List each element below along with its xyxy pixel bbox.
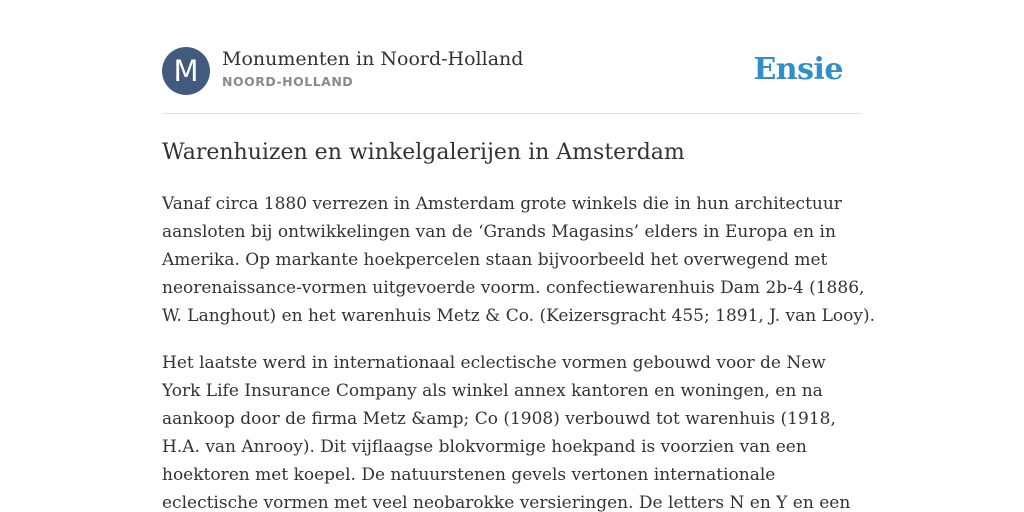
- paragraph-line: eclectische vormen met veel neobarokke versieringen. De letters N en Y en een: [162, 493, 851, 512]
- paragraph-line: aansloten bij ontwikkelingen van de ‘Grands Magasins’ elders in Europa en in: [162, 222, 836, 242]
- paragraph-line: hoektoren met koepel. De natuurstenen gevels vertonen internationale: [162, 465, 776, 485]
- paragraph-line: Amerika. Op markante hoekpercelen staan bijvoorbeeld het overwegend met: [162, 250, 828, 270]
- article-title: Warenhuizen en winkelgalerijen in Amsterdam: [162, 140, 685, 165]
- paragraph-line: York Life Insurance Company als winkel annex kantoren en woningen, en na: [162, 381, 823, 401]
- paragraph-line: Het laatste werd in internationaal eclectische vormen gebouwd voor de New: [162, 353, 826, 373]
- paragraph-line: H.A. van Anrooy). Dit vijflaagse blokvormige hoekpand is voorzien van een: [162, 437, 807, 457]
- header-divider: [162, 113, 862, 114]
- article-paragraph: [162, 190, 875, 330]
- paragraph-line: aankoop door de firma Metz &amp; Co (1908) verbouwd tot warenhuis (1918,: [162, 409, 836, 429]
- article-paragraph: [162, 349, 872, 512]
- collection-header: [162, 47, 862, 95]
- collection-title[interactable]: Monumenten in Noord-Holland: [222, 48, 524, 70]
- collection-avatar[interactable]: M: [162, 47, 210, 95]
- brand-logo[interactable]: Ensie: [753, 52, 843, 87]
- paragraph-line: neorenaissance-vormen uitgevoerde voorm. confectiewarenhuis Dam 2b-4 (1886,: [162, 278, 865, 298]
- article-body: [162, 190, 875, 512]
- collection-subtitle[interactable]: NOORD-HOLLAND: [222, 74, 354, 89]
- paragraph-line: W. Langhout) en het warenhuis Metz & Co. (Keizersgracht 455; 1891, J. van Looy).: [162, 306, 875, 326]
- paragraph-line: Vanaf circa 1880 verrezen in Amsterdam grote winkels die in hun architectuur: [162, 194, 842, 214]
